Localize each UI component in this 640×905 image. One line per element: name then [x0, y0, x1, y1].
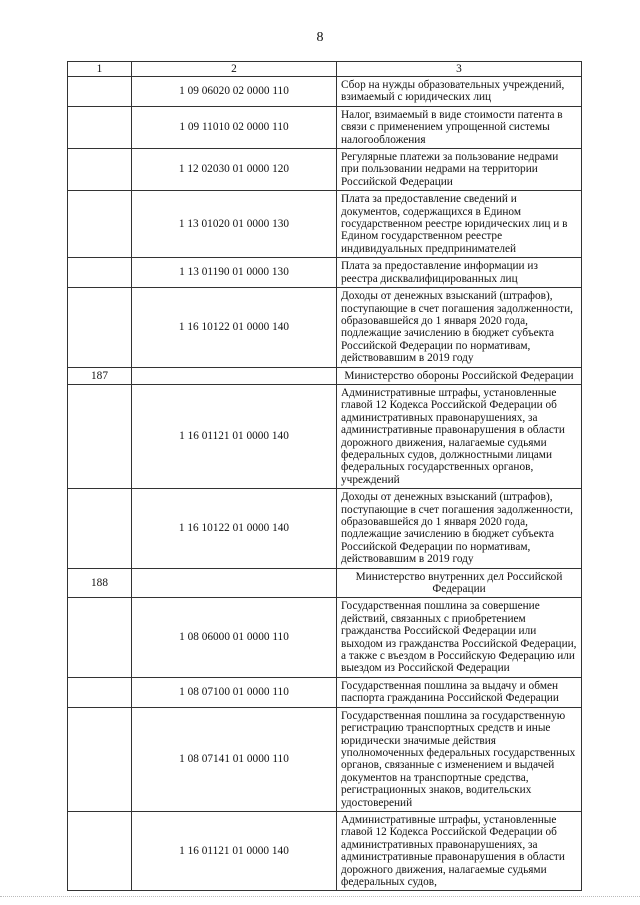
- revenue-code-cell: 1 16 01121 01 0000 140: [132, 811, 337, 890]
- table-row: [68, 489, 582, 568]
- revenue-code-cell: 1 16 10122 01 0000 140: [132, 489, 337, 568]
- row-number-cell: [68, 191, 132, 258]
- row-number-cell: [68, 384, 132, 488]
- revenue-code-cell: 1 12 02030 01 0000 120: [132, 149, 337, 191]
- department-name-cell: Министерство обороны Российской Федерации: [337, 367, 582, 384]
- description-cell: Плата за предоставление сведений и документов, содержащихся в Едином государственном реестре юридических лиц и в Едином государственном реестре индивидуальных предпринимателей: [337, 191, 582, 258]
- revenue-code-cell: 1 09 06020 02 0000 110: [132, 77, 337, 107]
- revenue-code-cell: [132, 367, 337, 384]
- department-row: [68, 367, 582, 384]
- revenue-code-cell: 1 09 11010 02 0000 110: [132, 106, 337, 148]
- page-number: 8: [316, 30, 324, 45]
- page-bottom-edge: [0, 896, 640, 898]
- description-cell: Административные штрафы, установленные главой 12 Кодекса Российской Федерации об административных правонарушениях, за административные правонарушения в области дорожного движения, налагаемые судьями федеральных судов,: [337, 811, 582, 890]
- description-cell: Государственная пошлина за выдачу и обмен паспорта гражданина Российской Федерации: [337, 677, 582, 707]
- row-number-cell: [68, 149, 132, 191]
- description-cell: Государственная пошлина за совершение действий, связанных с приобретением гражданства Российской Федерации или выходом из гражданства Российской Федерации, а также с въездом в Российскую Федерацию или выездом из Российской Федерации: [337, 598, 582, 677]
- description-cell: Доходы от денежных взысканий (штрафов), поступающие в счет погашения задолженности, образовавшейся до 1 января 2020 года, подлежащие зачислению в бюджет субъекта Российской Федерации по нормативам, действовавшим в 2019 году: [337, 489, 582, 568]
- table-row: [68, 288, 582, 367]
- column-header-1: 1: [68, 62, 132, 77]
- revenue-code-cell: 1 16 01121 01 0000 140: [132, 384, 337, 488]
- table-row: [68, 191, 582, 258]
- table-row: [68, 258, 582, 288]
- row-number-cell: [68, 288, 132, 367]
- row-number-cell: [68, 598, 132, 677]
- revenue-code-cell: 1 08 07141 01 0000 110: [132, 707, 337, 811]
- column-header-2: 2: [132, 62, 337, 77]
- description-cell: Сбор на нужды образовательных учреждений, взимаемый с юридических лиц: [337, 77, 582, 107]
- row-number-cell: [68, 106, 132, 148]
- row-number-cell: 187: [68, 367, 132, 384]
- revenue-code-cell: 1 08 07100 01 0000 110: [132, 677, 337, 707]
- table-row: [68, 598, 582, 677]
- table-row: [68, 811, 582, 890]
- row-number-cell: 188: [68, 568, 132, 598]
- table-row: [68, 677, 582, 707]
- row-number-cell: [68, 489, 132, 568]
- row-number-cell: [68, 707, 132, 811]
- description-cell: Плата за предоставление информации из реестра дисквалифицированных лиц: [337, 258, 582, 288]
- department-row: [68, 568, 582, 598]
- description-cell: Налог, взимаемый в виде стоимости патента в связи с применением упрощенной системы налогообложения: [337, 106, 582, 148]
- description-cell: Регулярные платежи за пользование недрами при пользовании недрами на территории Российской Федерации: [337, 149, 582, 191]
- revenue-code-cell: 1 13 01020 01 0000 130: [132, 191, 337, 258]
- table-row: [68, 707, 582, 811]
- table-row: [68, 384, 582, 488]
- revenue-code-cell: [132, 568, 337, 598]
- table-header-row: [68, 62, 582, 77]
- row-number-cell: [68, 77, 132, 107]
- row-number-cell: [68, 258, 132, 288]
- revenue-code-cell: 1 16 10122 01 0000 140: [132, 288, 337, 367]
- row-number-cell: [68, 811, 132, 890]
- table-body: [68, 77, 582, 891]
- table-row: [68, 106, 582, 148]
- description-cell: Государственная пошлина за государственную регистрацию транспортных средств и иные юридически значимые действия уполномоченных федеральных государственных органов, связанные с изменением и выдачей документов на транспортные средства, регистрационных знаков, водительских удостоверений: [337, 707, 582, 811]
- description-cell: Доходы от денежных взысканий (штрафов), поступающие в счет погашения задолженности, образовавшейся до 1 января 2020 года, подлежащие зачислению в бюджет субъекта Российской Федерации по нормативам, действовавшим в 2019 году: [337, 288, 582, 367]
- revenue-code-cell: 1 08 06000 01 0000 110: [132, 598, 337, 677]
- department-name-cell: Министерство внутренних дел Российской Федерации: [337, 568, 582, 598]
- description-cell: Административные штрафы, установленные главой 12 Кодекса Российской Федерации об административных правонарушениях, за административные правонарушения в области дорожного движения, налагаемые судьями федеральных судов, должностными лицами федеральных государственных органов, учреждений: [337, 384, 582, 488]
- revenue-code-table: [67, 61, 582, 891]
- column-header-3: 3: [337, 62, 582, 77]
- row-number-cell: [68, 677, 132, 707]
- table-row: [68, 149, 582, 191]
- table-row: [68, 77, 582, 107]
- revenue-code-cell: 1 13 01190 01 0000 130: [132, 258, 337, 288]
